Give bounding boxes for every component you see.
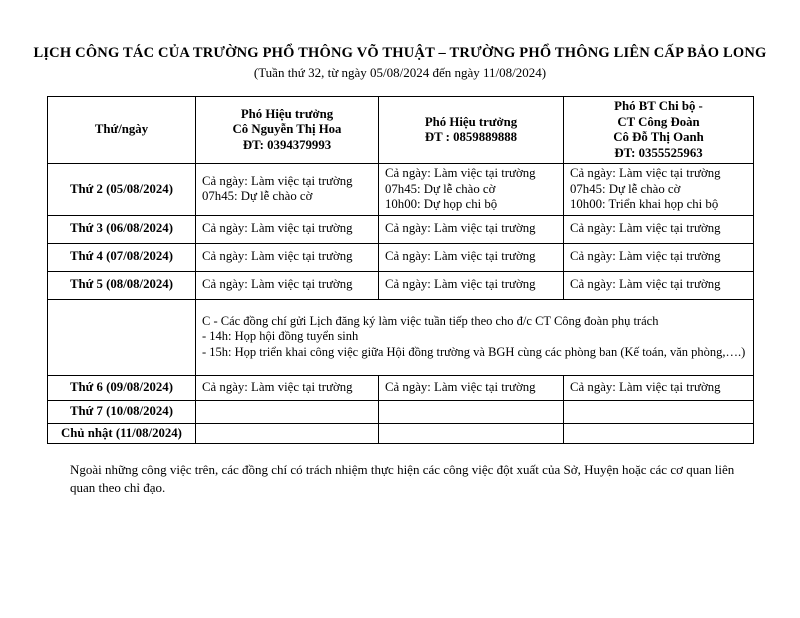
schedule-cell: Cả ngày: Làm việc tại trường 07h45: Dự lễ chào cờ (196, 164, 379, 216)
day-cell: Thứ 2 (05/08/2024) (48, 164, 196, 216)
schedule-cell: Cả ngày: Làm việc tại trường (379, 375, 564, 400)
table-header-row (48, 97, 754, 164)
schedule-cell: Cả ngày: Làm việc tại trường (564, 215, 754, 243)
schedule-cell: Cả ngày: Làm việc tại trường 07h45: Dự lễ chào cờ 10h00: Dự họp chi bộ (379, 164, 564, 216)
page-title: LỊCH CÔNG TÁC CỦA TRƯỜNG PHỔ THÔNG VÕ THUẬT – TRƯỜNG PHỔ THÔNG LIÊN CẤP BẢO LONG (33, 45, 767, 61)
schedule-cell: Cả ngày: Làm việc tại trường (564, 375, 754, 400)
table-row-thursday (48, 271, 754, 299)
schedule-cell: Cả ngày: Làm việc tại trường (379, 243, 564, 271)
schedule-cell: Cả ngày: Làm việc tại trường (196, 215, 379, 243)
table-row-tuesday (48, 215, 754, 243)
header-cell-vice-principal-1: Phó Hiệu trưởng Cô Nguyễn Thị Hoa ĐT: 0394379993 (196, 97, 379, 164)
header-cell-party-secretary: Phó BT Chi bộ - CT Công Đoàn Cô Đỗ Thị Oanh ĐT: 0355525963 (564, 97, 754, 164)
schedule-cell: Cả ngày: Làm việc tại trường (379, 271, 564, 299)
schedule-cell-empty (564, 423, 754, 444)
schedule-cell-empty (564, 400, 754, 423)
day-cell: Thứ 4 (07/08/2024) (48, 243, 196, 271)
schedule-cell: Cả ngày: Làm việc tại trường (196, 271, 379, 299)
schedule-cell-empty (379, 423, 564, 444)
schedule-cell: Cả ngày: Làm việc tại trường (196, 243, 379, 271)
table-row-saturday (48, 400, 754, 423)
day-cell-empty (48, 299, 196, 375)
header-cell-vice-principal-2: Phó Hiệu trưởng ĐT : 0859889888 (379, 97, 564, 164)
schedule-cell: Cả ngày: Làm việc tại trường (564, 271, 754, 299)
day-cell: Thứ 5 (08/08/2024) (48, 271, 196, 299)
schedule-cell: Cả ngày: Làm việc tại trường (379, 215, 564, 243)
day-cell: Thứ 3 (06/08/2024) (48, 215, 196, 243)
schedule-cell: Cả ngày: Làm việc tại trường (564, 243, 754, 271)
table-row-sunday (48, 423, 754, 444)
schedule-table (47, 96, 754, 444)
table-row-friday (48, 375, 754, 400)
day-cell: Chủ nhật (11/08/2024) (48, 423, 196, 444)
table-row-wednesday (48, 243, 754, 271)
note-cell: C - Các đồng chí gửi Lịch đăng ký làm việc tuần tiếp theo cho đ/c CT Công đoàn phụ trách - 14h: Họp hội đồng tuyển sinh - 15h: Họp triển khai công việc giữa Hội đồng trường và BGH cùng các phòng ban (Kế toán, văn phòng,….) (196, 299, 754, 375)
header-cell-day: Thứ/ngày (48, 97, 196, 164)
table-row-note (48, 299, 754, 375)
schedule-cell: Cả ngày: Làm việc tại trường (196, 375, 379, 400)
footer-note: Ngoài những công việc trên, các đồng chí có trách nhiệm thực hiện các công việc đột xuất của Sở, Huyện hoặc các cơ quan liên quan theo chỉ đạo. (70, 462, 735, 495)
day-cell: Thứ 6 (09/08/2024) (48, 375, 196, 400)
schedule-cell: Cả ngày: Làm việc tại trường 07h45: Dự lễ chào cờ 10h00: Triển khai họp chi bộ (564, 164, 754, 216)
day-cell: Thứ 7 (10/08/2024) (48, 400, 196, 423)
page-subtitle: (Tuần thứ 32, từ ngày 05/08/2024 đến ngày 11/08/2024) (253, 65, 547, 80)
schedule-cell-empty (196, 423, 379, 444)
schedule-cell-empty (379, 400, 564, 423)
schedule-cell-empty (196, 400, 379, 423)
table-row-monday (48, 164, 754, 216)
